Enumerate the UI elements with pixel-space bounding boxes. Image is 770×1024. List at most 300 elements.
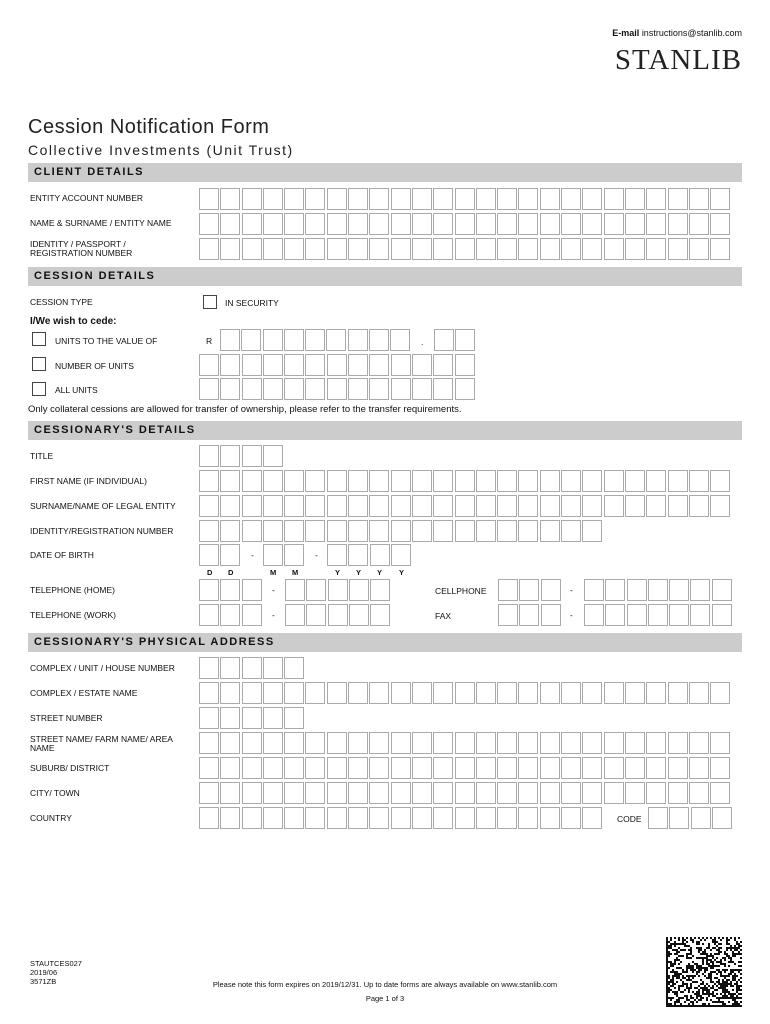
char-cell[interactable] [455,329,475,351]
char-cell[interactable] [561,213,581,235]
char-cell[interactable] [284,470,304,492]
char-cell[interactable] [220,238,240,260]
char-cell[interactable] [220,470,240,492]
char-cell[interactable] [540,520,560,542]
char-cell[interactable] [327,238,347,260]
char-cell[interactable] [242,188,262,210]
char-cell[interactable] [646,188,666,210]
char-cell[interactable] [518,732,538,754]
char-cell[interactable] [199,757,219,779]
char-cell[interactable] [497,732,517,754]
char-cell[interactable] [455,520,475,542]
char-cell[interactable] [476,682,496,704]
identity-registration-field[interactable] [199,520,604,542]
char-cell[interactable] [540,213,560,235]
char-cell[interactable] [646,470,666,492]
char-cell[interactable] [433,378,453,400]
name-surname-field[interactable] [199,213,731,235]
char-cell[interactable] [476,213,496,235]
char-cell[interactable] [669,604,689,626]
char-cell[interactable] [476,757,496,779]
char-cell[interactable] [518,213,538,235]
char-cell[interactable] [455,782,475,804]
char-cell[interactable] [327,732,347,754]
char-cell[interactable] [455,354,475,376]
char-cell[interactable] [497,757,517,779]
char-cell[interactable] [199,682,219,704]
char-cell[interactable] [669,579,689,601]
char-cell[interactable] [199,188,219,210]
char-cell[interactable] [518,238,538,260]
char-cell[interactable] [285,579,305,601]
char-cell[interactable] [604,188,624,210]
char-cell[interactable] [284,238,304,260]
char-cell[interactable] [305,807,325,829]
char-cell[interactable] [220,782,240,804]
char-cell[interactable] [263,354,283,376]
char-cell[interactable] [648,807,668,829]
char-cell[interactable] [220,657,240,679]
char-cell[interactable] [391,782,411,804]
char-cell[interactable] [284,213,304,235]
char-cell[interactable] [455,807,475,829]
char-cell[interactable] [625,757,645,779]
char-cell[interactable] [263,213,283,235]
city-field[interactable] [199,782,731,804]
char-cell[interactable] [220,495,240,517]
char-cell[interactable] [306,579,326,601]
char-cell[interactable] [391,682,411,704]
char-cell[interactable] [689,495,709,517]
char-cell[interactable] [433,188,453,210]
char-cell[interactable] [646,238,666,260]
char-cell[interactable] [369,520,389,542]
char-cell[interactable] [391,470,411,492]
char-cell[interactable] [327,188,347,210]
char-cell[interactable] [625,732,645,754]
street-number-field[interactable] [199,707,305,729]
char-cell[interactable] [433,238,453,260]
char-cell[interactable] [540,470,560,492]
char-cell[interactable] [220,213,240,235]
char-cell[interactable] [518,495,538,517]
char-cell[interactable] [220,757,240,779]
char-cell[interactable] [327,682,347,704]
char-cell[interactable] [455,757,475,779]
char-cell[interactable] [412,782,432,804]
char-cell[interactable] [326,329,346,351]
char-cell[interactable] [369,732,389,754]
char-cell[interactable] [242,807,262,829]
all-units-checkbox[interactable] [32,382,46,396]
char-cell[interactable] [348,732,368,754]
char-cell[interactable] [348,544,368,566]
char-cell[interactable] [369,682,389,704]
char-cell[interactable] [220,445,240,467]
char-cell[interactable] [327,378,347,400]
char-cell[interactable] [327,520,347,542]
char-cell[interactable] [305,470,325,492]
char-cell[interactable] [242,238,262,260]
char-cell[interactable] [348,329,368,351]
char-cell[interactable] [476,495,496,517]
char-cell[interactable] [541,604,561,626]
char-cell[interactable] [369,213,389,235]
char-cell[interactable] [263,707,283,729]
char-cell[interactable] [263,495,283,517]
units-value-field[interactable] [220,329,412,351]
char-cell[interactable] [242,378,262,400]
char-cell[interactable] [689,238,709,260]
char-cell[interactable] [476,520,496,542]
char-cell[interactable] [518,807,538,829]
char-cell[interactable] [689,188,709,210]
char-cell[interactable] [582,520,602,542]
char-cell[interactable] [369,807,389,829]
tel-home-number-field[interactable] [285,579,391,601]
char-cell[interactable] [242,604,262,626]
char-cell[interactable] [220,807,240,829]
char-cell[interactable] [199,238,219,260]
char-cell[interactable] [605,604,625,626]
char-cell[interactable] [476,188,496,210]
tel-home-code-field[interactable] [199,579,263,601]
char-cell[interactable] [627,604,647,626]
char-cell[interactable] [540,782,560,804]
char-cell[interactable] [284,782,304,804]
char-cell[interactable] [220,707,240,729]
char-cell[interactable] [263,544,283,566]
char-cell[interactable] [433,782,453,804]
char-cell[interactable] [668,470,688,492]
char-cell[interactable] [327,782,347,804]
char-cell[interactable] [220,520,240,542]
char-cell[interactable] [668,213,688,235]
char-cell[interactable] [284,757,304,779]
char-cell[interactable] [199,520,219,542]
char-cell[interactable] [391,732,411,754]
char-cell[interactable] [284,520,304,542]
char-cell[interactable] [561,470,581,492]
dob-month-field[interactable] [263,544,306,566]
char-cell[interactable] [540,188,560,210]
char-cell[interactable] [561,682,581,704]
char-cell[interactable] [348,213,368,235]
char-cell[interactable] [582,807,602,829]
char-cell[interactable] [455,495,475,517]
char-cell[interactable] [284,495,304,517]
char-cell[interactable] [497,807,517,829]
char-cell[interactable] [476,807,496,829]
char-cell[interactable] [199,707,219,729]
char-cell[interactable] [391,188,411,210]
char-cell[interactable] [391,238,411,260]
char-cell[interactable] [412,757,432,779]
char-cell[interactable] [712,604,732,626]
char-cell[interactable] [476,782,496,804]
char-cell[interactable] [284,544,304,566]
char-cell[interactable] [455,378,475,400]
char-cell[interactable] [242,782,262,804]
char-cell[interactable] [625,470,645,492]
number-of-units-checkbox[interactable] [32,357,46,371]
char-cell[interactable] [327,470,347,492]
char-cell[interactable] [370,604,390,626]
char-cell[interactable] [604,470,624,492]
complex-name-field[interactable] [199,682,731,704]
char-cell[interactable] [497,495,517,517]
char-cell[interactable] [263,682,283,704]
units-cents-field[interactable] [434,329,477,351]
number-of-units-field[interactable] [199,354,476,376]
char-cell[interactable] [455,213,475,235]
char-cell[interactable] [604,732,624,754]
char-cell[interactable] [348,520,368,542]
char-cell[interactable] [242,707,262,729]
cellphone-number-field[interactable] [584,579,733,601]
char-cell[interactable] [305,520,325,542]
char-cell[interactable] [625,238,645,260]
char-cell[interactable] [348,782,368,804]
units-value-checkbox[interactable] [32,332,46,346]
char-cell[interactable] [646,495,666,517]
char-cell[interactable] [305,757,325,779]
char-cell[interactable] [391,757,411,779]
char-cell[interactable] [540,682,560,704]
char-cell[interactable] [285,604,305,626]
char-cell[interactable] [690,579,710,601]
char-cell[interactable] [689,213,709,235]
char-cell[interactable] [433,807,453,829]
in-security-checkbox[interactable] [203,295,217,309]
char-cell[interactable] [433,495,453,517]
char-cell[interactable] [220,354,240,376]
char-cell[interactable] [391,378,411,400]
char-cell[interactable] [691,807,711,829]
char-cell[interactable] [625,682,645,704]
char-cell[interactable] [561,732,581,754]
char-cell[interactable] [668,682,688,704]
char-cell[interactable] [497,188,517,210]
char-cell[interactable] [284,657,304,679]
char-cell[interactable] [582,213,602,235]
char-cell[interactable] [604,782,624,804]
char-cell[interactable] [582,495,602,517]
char-cell[interactable] [284,354,304,376]
char-cell[interactable] [518,520,538,542]
char-cell[interactable] [284,188,304,210]
char-cell[interactable] [306,604,326,626]
char-cell[interactable] [433,757,453,779]
char-cell[interactable] [369,238,389,260]
char-cell[interactable] [668,238,688,260]
char-cell[interactable] [391,807,411,829]
char-cell[interactable] [391,354,411,376]
char-cell[interactable] [434,329,454,351]
tel-work-number-field[interactable] [285,604,391,626]
char-cell[interactable] [433,470,453,492]
char-cell[interactable] [199,579,219,601]
char-cell[interactable] [625,782,645,804]
char-cell[interactable] [391,544,411,566]
char-cell[interactable] [710,782,730,804]
char-cell[interactable] [497,470,517,492]
char-cell[interactable] [518,682,538,704]
tel-work-code-field[interactable] [199,604,263,626]
char-cell[interactable] [710,757,730,779]
char-cell[interactable] [199,544,219,566]
char-cell[interactable] [498,604,518,626]
char-cell[interactable] [199,495,219,517]
char-cell[interactable] [582,732,602,754]
char-cell[interactable] [199,470,219,492]
char-cell[interactable] [668,732,688,754]
char-cell[interactable] [220,732,240,754]
char-cell[interactable] [412,238,432,260]
char-cell[interactable] [263,782,283,804]
char-cell[interactable] [327,495,347,517]
char-cell[interactable] [710,495,730,517]
email-address[interactable]: instructions@stanlib.com [641,28,742,38]
char-cell[interactable] [689,732,709,754]
char-cell[interactable] [263,520,283,542]
char-cell[interactable] [263,445,283,467]
char-cell[interactable] [327,213,347,235]
char-cell[interactable] [242,757,262,779]
char-cell[interactable] [284,807,304,829]
char-cell[interactable] [668,782,688,804]
char-cell[interactable] [497,238,517,260]
char-cell[interactable] [369,354,389,376]
char-cell[interactable] [369,495,389,517]
char-cell[interactable] [242,470,262,492]
char-cell[interactable] [668,495,688,517]
char-cell[interactable] [305,782,325,804]
char-cell[interactable] [582,470,602,492]
char-cell[interactable] [689,757,709,779]
char-cell[interactable] [348,757,368,779]
char-cell[interactable] [263,238,283,260]
char-cell[interactable] [199,445,219,467]
char-cell[interactable] [370,544,390,566]
char-cell[interactable] [242,732,262,754]
char-cell[interactable] [625,188,645,210]
char-cell[interactable] [370,579,390,601]
char-cell[interactable] [199,807,219,829]
char-cell[interactable] [284,682,304,704]
char-cell[interactable] [348,470,368,492]
char-cell[interactable] [199,378,219,400]
char-cell[interactable] [669,807,689,829]
char-cell[interactable] [241,329,261,351]
char-cell[interactable] [390,329,410,351]
char-cell[interactable] [540,732,560,754]
char-cell[interactable] [582,238,602,260]
char-cell[interactable] [710,470,730,492]
char-cell[interactable] [476,732,496,754]
char-cell[interactable] [305,329,325,351]
char-cell[interactable] [220,544,240,566]
char-cell[interactable] [263,757,283,779]
dob-day-field[interactable] [199,544,242,566]
char-cell[interactable] [327,757,347,779]
char-cell[interactable] [412,188,432,210]
char-cell[interactable] [625,495,645,517]
char-cell[interactable] [305,188,325,210]
char-cell[interactable] [412,520,432,542]
char-cell[interactable] [561,238,581,260]
char-cell[interactable] [199,604,219,626]
char-cell[interactable] [646,757,666,779]
char-cell[interactable] [540,757,560,779]
char-cell[interactable] [305,732,325,754]
char-cell[interactable] [263,188,283,210]
char-cell[interactable] [604,238,624,260]
char-cell[interactable] [327,807,347,829]
char-cell[interactable] [284,378,304,400]
char-cell[interactable] [305,354,325,376]
char-cell[interactable] [263,470,283,492]
char-cell[interactable] [540,238,560,260]
first-name-field[interactable] [199,470,731,492]
char-cell[interactable] [349,579,369,601]
char-cell[interactable] [263,378,283,400]
char-cell[interactable] [263,329,283,351]
char-cell[interactable] [263,657,283,679]
char-cell[interactable] [625,213,645,235]
char-cell[interactable] [541,579,561,601]
char-cell[interactable] [710,213,730,235]
char-cell[interactable] [284,329,304,351]
char-cell[interactable] [412,732,432,754]
char-cell[interactable] [584,604,604,626]
char-cell[interactable] [646,213,666,235]
char-cell[interactable] [604,757,624,779]
char-cell[interactable] [199,657,219,679]
char-cell[interactable] [327,544,347,566]
title-field[interactable] [199,445,284,467]
char-cell[interactable] [305,682,325,704]
char-cell[interactable] [519,579,539,601]
char-cell[interactable] [242,495,262,517]
char-cell[interactable] [476,238,496,260]
fax-code-field[interactable] [498,604,562,626]
char-cell[interactable] [689,782,709,804]
char-cell[interactable] [263,732,283,754]
postal-code-field[interactable] [648,807,733,829]
char-cell[interactable] [348,807,368,829]
surname-field[interactable] [199,495,731,517]
char-cell[interactable] [242,520,262,542]
char-cell[interactable] [582,188,602,210]
street-name-field[interactable] [199,732,731,754]
char-cell[interactable] [497,520,517,542]
char-cell[interactable] [263,807,283,829]
dob-year-field[interactable] [327,544,412,566]
char-cell[interactable] [391,213,411,235]
char-cell[interactable] [242,354,262,376]
char-cell[interactable] [646,732,666,754]
char-cell[interactable] [348,354,368,376]
char-cell[interactable] [561,757,581,779]
char-cell[interactable] [369,329,389,351]
char-cell[interactable] [561,520,581,542]
char-cell[interactable] [518,782,538,804]
char-cell[interactable] [646,682,666,704]
char-cell[interactable] [412,378,432,400]
char-cell[interactable] [710,682,730,704]
char-cell[interactable] [242,213,262,235]
